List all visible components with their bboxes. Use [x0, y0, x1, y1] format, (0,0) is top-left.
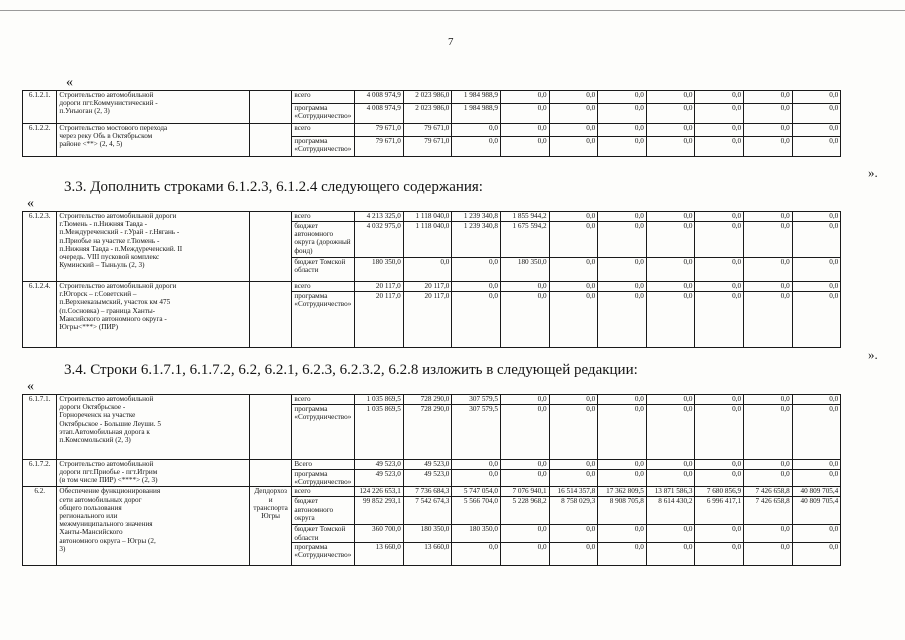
amount-cell: 0,0 — [792, 137, 841, 157]
amount-cell: 13 660,0 — [403, 542, 452, 565]
amount-cell: 7 426 658,8 — [744, 487, 793, 497]
close-quote-1: ». — [868, 165, 878, 180]
amount-cell: 0,0 — [792, 91, 841, 104]
amount-cell: 0,0 — [646, 292, 695, 348]
amount-cell: 0,0 — [792, 395, 841, 405]
open-quote-2: « — [27, 196, 34, 211]
amount-cell: 4 032 975,0 — [355, 222, 404, 258]
amount-cell: 16 514 357,8 — [549, 487, 598, 497]
amount-cell: 1 239 340,8 — [452, 222, 501, 258]
amount-cell: 0,0 — [695, 137, 744, 157]
amount-cell: 20 117,0 — [403, 282, 452, 292]
amount-cell: 0,0 — [501, 91, 550, 104]
amount-cell: 0,0 — [598, 525, 647, 542]
amount-cell: 0,0 — [695, 395, 744, 405]
amount-cell: 20 117,0 — [403, 292, 452, 348]
amount-cell: 0,0 — [452, 470, 501, 487]
amount-cell: 0,0 — [646, 282, 695, 292]
amount-cell: 1 984 988,9 — [452, 104, 501, 124]
amount-cell: 728 290,0 — [403, 405, 452, 460]
amount-cell: 13 871 586,3 — [646, 487, 695, 497]
row-executor-cell — [249, 460, 292, 487]
table-roads-6-1-7-1 — [22, 394, 890, 566]
amount-cell: 0,0 — [695, 91, 744, 104]
amount-cell: 0,0 — [792, 405, 841, 460]
amount-cell: 0,0 — [452, 124, 501, 137]
amount-cell: 0,0 — [549, 542, 598, 565]
amount-cell: 0,0 — [744, 282, 793, 292]
amount-cell: 0,0 — [792, 222, 841, 258]
amount-cell: 0,0 — [646, 222, 695, 258]
table-row — [23, 460, 890, 470]
amount-cell: 6 996 417,1 — [695, 497, 744, 525]
amount-cell: 0,0 — [598, 104, 647, 124]
amount-cell: 79 671,0 — [403, 124, 452, 137]
amount-cell: 0,0 — [501, 470, 550, 487]
table-row — [23, 487, 890, 497]
funding-source-cell: всего — [292, 91, 355, 104]
amount-cell: 0,0 — [501, 124, 550, 137]
amount-cell: 5 747 054,0 — [452, 487, 501, 497]
row-name-cell: Обеспечение функционирования сети автомобильных дорог общего пользования регионального или межмуниципального значения Ханты-Мансийского автономного округа – Югры (2, 3) — [57, 487, 249, 565]
row-name-cell: Строительство автомобильной дороги г.Тюмень - п.Нижняя Тавда - п.Междуреченский - г.Урай - г.Нягань - п.Приобье на участке г.Тюмень - п.Нижняя Тавда - п.Междуреченский. II очередь. VIII пусковой комплекс Куминский – Тыньуль (2, 3) — [57, 212, 249, 282]
amount-cell: 0,0 — [792, 258, 841, 282]
row-name-cell: Строительство автомобильной дороги пгт.Коммунистический - п.Унъюган (2, 3) — [57, 91, 249, 124]
row-name-cell: Строительство мостового перехода через реку Обь в Октябрьском районе <**> (2, 4, 5) — [57, 124, 249, 157]
amount-cell: 40 809 705,4 — [792, 497, 841, 525]
amount-cell: 0,0 — [695, 212, 744, 222]
amount-cell: 5 228 968,2 — [501, 497, 550, 525]
amount-cell: 0,0 — [598, 91, 647, 104]
amount-cell: 0,0 — [744, 222, 793, 258]
amount-cell: 20 117,0 — [355, 292, 404, 348]
amount-cell: 0,0 — [549, 222, 598, 258]
amount-cell: 7 542 674,3 — [403, 497, 452, 525]
amount-cell: 0,0 — [646, 212, 695, 222]
funding-source-cell: всего — [292, 282, 355, 292]
amount-cell: 360 700,0 — [355, 525, 404, 542]
amount-cell: 0,0 — [549, 137, 598, 157]
amount-cell: 0,0 — [598, 212, 647, 222]
amount-cell: 0,0 — [744, 104, 793, 124]
funding-source-cell: всего — [292, 487, 355, 497]
row-executor-cell — [249, 395, 292, 460]
funding-source-cell: программа «Сотрудничество» — [292, 542, 355, 565]
row-executor-cell — [249, 124, 292, 157]
amount-cell: 79 671,0 — [355, 137, 404, 157]
amount-cell: 0,0 — [792, 104, 841, 124]
amount-cell: 0,0 — [646, 258, 695, 282]
amount-cell: 0,0 — [744, 405, 793, 460]
section-3-3-heading: 3.3. Дополнить строками 6.1.2.3, 6.1.2.4 следующего содержания: — [64, 179, 483, 195]
amount-cell: 0,0 — [549, 470, 598, 487]
amount-cell: 8 758 029,3 — [549, 497, 598, 525]
amount-cell: 0,0 — [744, 292, 793, 348]
amount-cell: 0,0 — [501, 282, 550, 292]
amount-cell: 79 671,0 — [403, 137, 452, 157]
funding-source-cell: всего — [292, 212, 355, 222]
row-name-cell: Строительство автомобильной дороги Октябрьское - Горнореченск на участке Октябрьское - Большие Леуши. 5 этап.Автомобильная дорога к п.Комсомольский (2, 3) — [57, 395, 249, 460]
amount-cell: 0,0 — [695, 282, 744, 292]
funding-source-cell: бюджет автономного округа — [292, 497, 355, 525]
amount-cell: 0,0 — [452, 292, 501, 348]
amount-cell: 0,0 — [744, 91, 793, 104]
amount-cell: 0,0 — [549, 124, 598, 137]
amount-cell: 0,0 — [501, 525, 550, 542]
amount-cell: 0,0 — [549, 104, 598, 124]
amount-cell: 0,0 — [549, 212, 598, 222]
amount-cell: 0,0 — [549, 292, 598, 348]
amount-cell: 0,0 — [598, 137, 647, 157]
row-code-cell: 6.1.2.4. — [23, 282, 57, 348]
amount-cell: 0,0 — [549, 282, 598, 292]
row-executor-cell — [249, 212, 292, 282]
amount-cell: 0,0 — [646, 137, 695, 157]
amount-cell: 0,0 — [549, 258, 598, 282]
amount-cell: 0,0 — [598, 222, 647, 258]
amount-cell: 17 362 809,5 — [598, 487, 647, 497]
amount-cell: 0,0 — [792, 292, 841, 348]
row-code-cell: 6.2. — [23, 487, 57, 565]
amount-cell: 1 855 944,2 — [501, 212, 550, 222]
amount-cell: 0,0 — [792, 282, 841, 292]
amount-cell: 4 008 974,9 — [355, 104, 404, 124]
amount-cell: 0,0 — [792, 542, 841, 565]
amount-cell: 5 566 704,0 — [452, 497, 501, 525]
table-row — [23, 124, 890, 137]
amount-cell: 0,0 — [646, 470, 695, 487]
amount-cell: 0,0 — [792, 525, 841, 542]
funding-source-cell: всего — [292, 124, 355, 137]
amount-cell: 124 226 653,1 — [355, 487, 404, 497]
row-executor-cell — [249, 91, 292, 124]
amount-cell: 0,0 — [598, 395, 647, 405]
funding-source-cell: программа «Сотрудничество» — [292, 405, 355, 460]
amount-cell: 1 984 988,9 — [452, 91, 501, 104]
amount-cell: 7 680 856,9 — [695, 487, 744, 497]
open-quote-1: « — [66, 75, 73, 90]
amount-cell: 0,0 — [646, 104, 695, 124]
row-code-cell: 6.1.2.2. — [23, 124, 57, 157]
amount-cell: 0,0 — [744, 395, 793, 405]
amount-cell: 8 614 430,2 — [646, 497, 695, 525]
amount-cell: 7 076 940,1 — [501, 487, 550, 497]
amount-cell: 0,0 — [792, 212, 841, 222]
funding-source-cell: программа «Сотрудничество» — [292, 104, 355, 124]
amount-cell: 0,0 — [501, 292, 550, 348]
amount-cell: 4 213 325,0 — [355, 212, 404, 222]
amount-cell: 20 117,0 — [355, 282, 404, 292]
amount-cell: 0,0 — [695, 124, 744, 137]
section-3-4-heading: 3.4. Строки 6.1.7.1, 6.1.7.2, 6.2, 6.2.1, 6.2.3, 6.2.3.2, 6.2.8 изложить в следующей редакции: — [64, 362, 638, 378]
amount-cell: 1 118 040,0 — [403, 222, 452, 258]
table-roads-6-1-2-1 — [22, 90, 890, 157]
amount-cell: 307 579,5 — [452, 405, 501, 460]
amount-cell: 8 908 705,8 — [598, 497, 647, 525]
amount-cell: 2 023 986,0 — [403, 104, 452, 124]
amount-cell: 0,0 — [598, 405, 647, 460]
amount-cell: 0,0 — [646, 91, 695, 104]
table-row — [23, 282, 890, 292]
amount-cell: 0,0 — [598, 460, 647, 470]
amount-cell: 7 736 684,3 — [403, 487, 452, 497]
funding-source-cell: всего — [292, 395, 355, 405]
amount-cell: 0,0 — [549, 405, 598, 460]
amount-cell: 0,0 — [695, 104, 744, 124]
amount-cell: 728 290,0 — [403, 395, 452, 405]
amount-cell: 0,0 — [501, 405, 550, 460]
amount-cell: 0,0 — [695, 292, 744, 348]
amount-cell: 79 671,0 — [355, 124, 404, 137]
amount-cell: 40 809 705,4 — [792, 487, 841, 497]
amount-cell: 0,0 — [452, 542, 501, 565]
amount-cell: 180 350,0 — [501, 258, 550, 282]
amount-cell: 0,0 — [452, 282, 501, 292]
row-name-cell: Строительство автомобильной дороги пгт.Приобье - пгт.Игрим (в том числе ПИР) <****> (2, 3) — [57, 460, 249, 487]
amount-cell: 0,0 — [646, 405, 695, 460]
amount-cell: 180 350,0 — [403, 525, 452, 542]
row-name-cell: Строительство автомобильной дороги г.Югорск – г.Советский – п.Верхнеказымский, участок км 475 (п.Сосновка) – граница Ханты- Мансийского автономного округа - Югры<***> (ПИР) — [57, 282, 249, 348]
amount-cell: 0,0 — [549, 460, 598, 470]
amount-cell: 0,0 — [744, 212, 793, 222]
amount-cell: 0,0 — [646, 525, 695, 542]
amount-cell: 0,0 — [501, 542, 550, 565]
funding-source-cell: Всего — [292, 460, 355, 470]
table-row — [23, 212, 890, 222]
amount-cell: 0,0 — [646, 395, 695, 405]
amount-cell: 0,0 — [695, 470, 744, 487]
amount-cell: 0,0 — [549, 525, 598, 542]
page-number: 7 — [448, 36, 454, 48]
amount-cell: 0,0 — [501, 395, 550, 405]
amount-cell: 0,0 — [646, 542, 695, 565]
amount-cell: 1 035 869,5 — [355, 405, 404, 460]
amount-cell: 0,0 — [744, 460, 793, 470]
table-row — [23, 395, 890, 405]
funding-source-cell: бюджет автономного округа (дорожный фонд) — [292, 222, 355, 258]
row-code-cell: 6.1.2.3. — [23, 212, 57, 282]
amount-cell: 1 118 040,0 — [403, 212, 452, 222]
amount-cell: 0,0 — [598, 292, 647, 348]
row-code-cell: 6.1.7.1. — [23, 395, 57, 460]
amount-cell: 0,0 — [695, 525, 744, 542]
amount-cell: 0,0 — [695, 405, 744, 460]
amount-cell: 0,0 — [501, 460, 550, 470]
amount-cell: 307 579,5 — [452, 395, 501, 405]
open-quote-3: « — [27, 379, 34, 394]
row-executor-cell: Депдорхоз и транспорта Югры — [249, 487, 292, 565]
amount-cell: 0,0 — [598, 282, 647, 292]
amount-cell: 0,0 — [792, 470, 841, 487]
amount-cell: 0,0 — [792, 124, 841, 137]
amount-cell: 0,0 — [695, 542, 744, 565]
amount-cell: 0,0 — [598, 470, 647, 487]
amount-cell: 0,0 — [744, 470, 793, 487]
amount-cell: 49 523,0 — [355, 460, 404, 470]
amount-cell: 0,0 — [452, 258, 501, 282]
amount-cell: 0,0 — [598, 542, 647, 565]
amount-cell: 1 675 594,2 — [501, 222, 550, 258]
amount-cell: 0,0 — [549, 91, 598, 104]
amount-cell: 180 350,0 — [452, 525, 501, 542]
row-executor-cell — [249, 282, 292, 348]
amount-cell: 0,0 — [744, 542, 793, 565]
funding-source-cell: программа «Сотрудничество» — [292, 470, 355, 487]
amount-cell: 0,0 — [695, 222, 744, 258]
amount-cell: 0,0 — [452, 137, 501, 157]
row-code-cell: 6.1.7.2. — [23, 460, 57, 487]
amount-cell: 0,0 — [598, 258, 647, 282]
close-quote-2: ». — [868, 347, 878, 362]
funding-source-cell: бюджет Томской области — [292, 258, 355, 282]
amount-cell: 0,0 — [744, 525, 793, 542]
amount-cell: 99 852 293,1 — [355, 497, 404, 525]
amount-cell: 0,0 — [549, 395, 598, 405]
scan-top-edge — [0, 10, 905, 11]
amount-cell: 0,0 — [744, 137, 793, 157]
amount-cell: 1 035 869,5 — [355, 395, 404, 405]
table-row — [23, 91, 890, 104]
amount-cell: 49 523,0 — [403, 460, 452, 470]
amount-cell: 0,0 — [403, 258, 452, 282]
amount-cell: 2 023 986,0 — [403, 91, 452, 104]
amount-cell: 0,0 — [501, 137, 550, 157]
funding-source-cell: программа «Сотрудничество» — [292, 137, 355, 157]
amount-cell: 0,0 — [792, 460, 841, 470]
amount-cell: 49 523,0 — [403, 470, 452, 487]
amount-cell: 0,0 — [744, 258, 793, 282]
funding-source-cell: бюджет Томской области — [292, 525, 355, 542]
amount-cell: 180 350,0 — [355, 258, 404, 282]
amount-cell: 0,0 — [598, 124, 647, 137]
row-code-cell: 6.1.2.1. — [23, 91, 57, 124]
amount-cell: 7 426 658,8 — [744, 497, 793, 525]
amount-cell: 13 660,0 — [355, 542, 404, 565]
amount-cell: 4 008 974,9 — [355, 91, 404, 104]
amount-cell: 0,0 — [695, 460, 744, 470]
table-roads-6-1-2-3 — [22, 211, 890, 348]
amount-cell: 0,0 — [646, 460, 695, 470]
amount-cell: 0,0 — [744, 124, 793, 137]
amount-cell: 0,0 — [501, 104, 550, 124]
funding-source-cell: программа «Сотрудничество» — [292, 292, 355, 348]
amount-cell: 1 239 340,8 — [452, 212, 501, 222]
amount-cell: 0,0 — [695, 258, 744, 282]
amount-cell: 49 523,0 — [355, 470, 404, 487]
amount-cell: 0,0 — [452, 460, 501, 470]
amount-cell: 0,0 — [646, 124, 695, 137]
